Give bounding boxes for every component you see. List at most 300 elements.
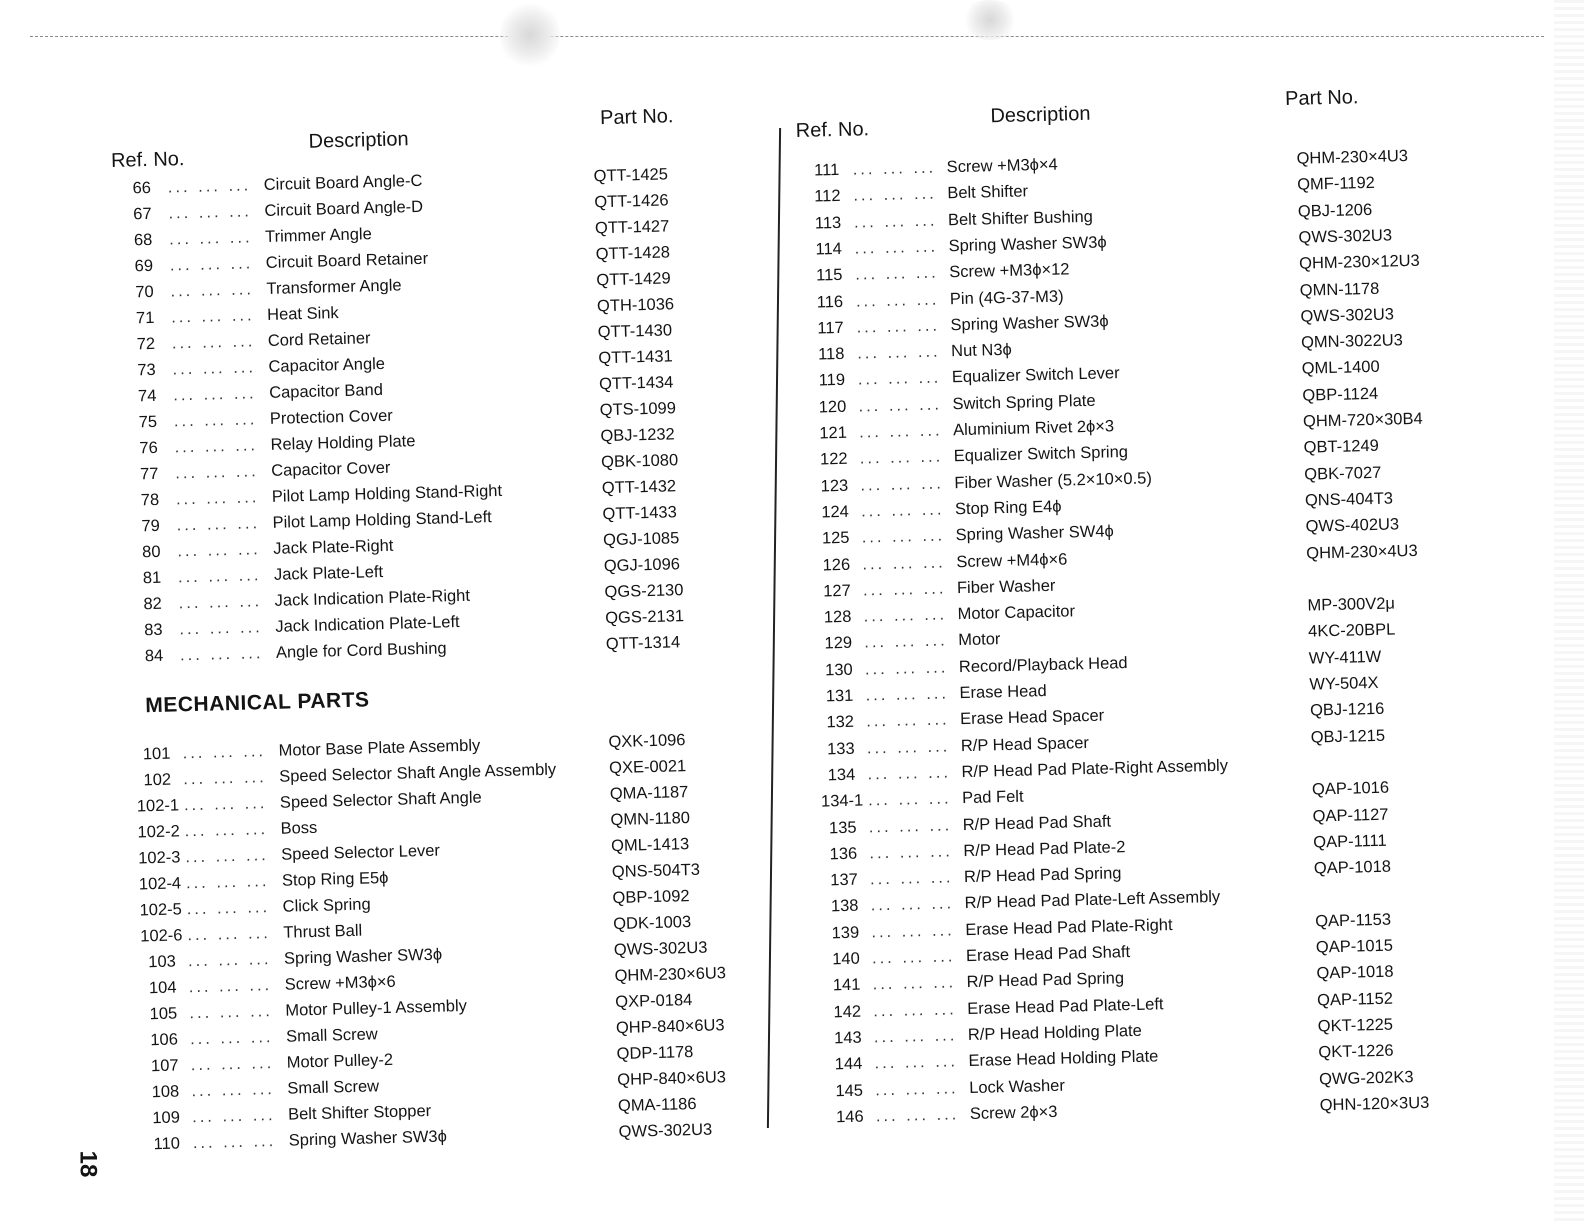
leader-dots: ... ... ... <box>176 514 261 535</box>
parts-row <box>814 888 1221 920</box>
part-description: Motor Base Plate Assembly <box>278 736 481 760</box>
part-number: QHM-720×30B4 <box>1302 409 1423 431</box>
parts-row <box>806 541 1418 578</box>
part-description: Belt Shifter Bushing <box>947 207 1094 229</box>
ref-number: 138 <box>830 897 859 916</box>
part-number: 4KC-20BPL <box>1307 620 1396 642</box>
part-description: Speed Selector Shaft Angle Assembly <box>279 760 557 786</box>
parts-row <box>812 805 1389 841</box>
part-description: Small Screw <box>285 1025 378 1046</box>
leader-dots: ... ... ... <box>190 1054 275 1075</box>
ref-number: 137 <box>830 870 859 890</box>
leader-dots: ... ... ... <box>859 447 944 468</box>
parts-row <box>814 857 1392 894</box>
leader-dots: ... ... ... <box>868 815 953 836</box>
leader-dots: ... ... ... <box>177 566 262 587</box>
leader-dots: ... ... ... <box>179 644 264 665</box>
leader-dots: ... ... ... <box>872 973 957 994</box>
leader-dots: ... ... ... <box>867 789 952 810</box>
part-number: QHM-230×4U3 <box>1296 147 1409 168</box>
ref-number: 120 <box>818 397 847 417</box>
leader-dots: ... ... ... <box>855 263 939 284</box>
leader-dots: ... ... ... <box>169 254 254 275</box>
part-number: QTT-1427 <box>594 217 670 238</box>
ref-number: 70 <box>135 282 154 302</box>
part-description: Pilot Lamp Holding Stand-Right <box>271 481 503 506</box>
part-description: Stop Ring E4ϕ <box>954 497 1062 519</box>
parts-row <box>805 489 1394 526</box>
part-description: Spring Washer SW3ϕ <box>283 945 443 968</box>
part-description: Spring Washer SW3ϕ <box>950 312 1109 335</box>
ref-number: 82 <box>143 594 163 614</box>
ref-number: 117 <box>817 318 844 338</box>
parts-row <box>813 831 1387 868</box>
part-number: QAP-1018 <box>1316 962 1394 983</box>
part-no-header: Part No. <box>599 105 674 130</box>
ref-number: 102 <box>143 770 172 790</box>
parts-row <box>819 1067 1414 1104</box>
part-number: QTT-1431 <box>598 347 673 368</box>
part-description: Protection Cover <box>269 406 393 428</box>
part-description: Small Screw <box>287 1077 380 1098</box>
leader-dots: ... ... ... <box>865 684 950 705</box>
ref-number: 125 <box>821 528 850 548</box>
part-description: Record/Playback Head <box>958 653 1128 676</box>
part-description: Circuit Board Angle-D <box>264 197 424 220</box>
part-number: QBJ-1206 <box>1297 200 1373 221</box>
ref-number: 66 <box>132 178 152 198</box>
part-description: Capacitor Cover <box>271 458 391 480</box>
parts-row <box>818 1041 1394 1078</box>
part-number: QGJ-1085 <box>602 529 680 550</box>
part-number: QWG-202K3 <box>1318 1067 1414 1088</box>
part-description: Aluminium Rivet 2ϕ×3 <box>952 417 1115 440</box>
part-number: QAP-1152 <box>1316 989 1394 1010</box>
ref-number: 103 <box>148 952 177 972</box>
parts-row <box>131 913 692 950</box>
part-description: Thrust Ball <box>283 921 363 942</box>
part-description: Jack Plate-Left <box>273 563 384 584</box>
part-description: Motor <box>958 630 1001 650</box>
part-number: WY-411W <box>1308 647 1382 668</box>
part-number: WY-504X <box>1309 673 1379 694</box>
ref-no-header: Ref. No. <box>795 118 870 142</box>
ref-number: 146 <box>835 1107 864 1127</box>
ref-number: 84 <box>144 646 164 666</box>
ref-number: 122 <box>819 450 848 469</box>
ref-number: 111 <box>813 160 840 180</box>
description-header: Description <box>308 128 409 153</box>
part-number: QGJ-1096 <box>603 555 681 576</box>
parts-row <box>133 991 693 1028</box>
ref-number: 102-2 <box>137 822 180 842</box>
top-dashed-rule <box>30 36 1544 37</box>
part-description: Speed Selector Lever <box>281 841 441 864</box>
part-description: Relay Holding Plate <box>270 432 416 454</box>
part-number: QAP-1127 <box>1312 805 1389 826</box>
part-number: QHP-840×6U3 <box>615 1016 725 1038</box>
part-number: QAP-1015 <box>1315 936 1394 957</box>
ref-number: 136 <box>829 844 858 864</box>
ref-number: 141 <box>832 975 861 995</box>
part-number: QML-1400 <box>1301 358 1380 379</box>
ref-number: 102-3 <box>137 848 181 868</box>
ref-number: 108 <box>151 1082 180 1102</box>
part-number: QXP-0184 <box>615 991 693 1012</box>
ref-number: 135 <box>828 818 857 837</box>
leader-dots: ... ... ... <box>853 211 938 232</box>
part-number: QNS-404T3 <box>1304 489 1394 510</box>
ref-number: 132 <box>826 713 855 732</box>
parts-row <box>800 279 1380 315</box>
leader-dots: ... ... ... <box>861 526 946 547</box>
leader-dots: ... ... ... <box>179 618 264 639</box>
parts-row <box>809 673 1379 710</box>
leader-dots: ... ... ... <box>867 763 952 784</box>
parts-row <box>129 835 690 872</box>
part-description: Nut N3ϕ <box>950 340 1012 361</box>
part-number: MP-300V2μ <box>1307 594 1396 615</box>
parts-row <box>811 756 1229 789</box>
ref-number: 134-1 <box>820 791 864 811</box>
ref-number: 102-6 <box>140 926 183 946</box>
parts-row <box>134 1043 694 1080</box>
ref-number: 101 <box>142 744 171 764</box>
part-number: QGS-2130 <box>604 581 684 602</box>
leader-dots: ... ... ... <box>168 228 253 249</box>
right-column <box>795 83 1520 1130</box>
part-number: QBJ-1215 <box>1310 726 1386 747</box>
ref-number: 68 <box>133 230 153 250</box>
part-number: QMN-1178 <box>1299 279 1380 300</box>
parts-row <box>797 174 1376 210</box>
part-number: QMA-1186 <box>617 1094 697 1116</box>
part-description: Screw +M3ϕ×6 <box>284 972 396 994</box>
ref-number: 128 <box>823 607 852 627</box>
part-description: Belt Shifter Stopper <box>287 1101 432 1124</box>
parts-row <box>807 576 1056 605</box>
leader-dots: ... ... ... <box>871 947 956 968</box>
ref-number: 71 <box>135 308 155 328</box>
part-description: Jack Indication Plate-Right <box>274 586 471 610</box>
part-description: Spring Washer SW4ϕ <box>955 522 1114 545</box>
part-number: QAP-1111 <box>1313 831 1387 852</box>
left-column <box>110 103 777 1169</box>
part-description: Erase Head Spacer <box>959 706 1105 729</box>
ref-number: 144 <box>834 1054 863 1074</box>
ref-number: 110 <box>153 1134 181 1154</box>
part-description: Erase Head Holding Plate <box>968 1047 1159 1071</box>
ref-number: 74 <box>137 386 157 406</box>
part-number: QBJ-1216 <box>1309 700 1385 720</box>
part-description: Switch Spring Plate <box>952 391 1096 413</box>
leader-dots: ... ... ... <box>855 290 940 311</box>
leader-dots: ... ... ... <box>182 742 267 763</box>
part-number: QBJ-1232 <box>600 425 675 446</box>
leader-dots: ... ... ... <box>862 579 947 600</box>
ref-number: 69 <box>134 256 154 276</box>
ref-number: 140 <box>832 949 860 969</box>
parts-row <box>114 269 671 306</box>
ref-number: 119 <box>818 371 846 390</box>
leader-dots: ... ... ... <box>875 1105 960 1126</box>
part-description: Erase Head Pad Shaft <box>965 943 1131 966</box>
leader-dots: ... ... ... <box>860 474 945 495</box>
ref-number: 118 <box>817 344 845 364</box>
leader-dots: ... ... ... <box>172 384 257 405</box>
parts-row <box>808 620 1396 657</box>
leader-dots: ... ... ... <box>183 768 267 789</box>
part-number: QWS-302U3 <box>1300 305 1395 326</box>
parts-row <box>136 1094 697 1132</box>
ref-number: 76 <box>139 438 159 458</box>
part-number: QXK-1096 <box>608 731 686 752</box>
part-description: R/P Head Pad Spring <box>966 969 1125 992</box>
part-number: QTT-1425 <box>593 165 669 186</box>
ref-number: 107 <box>150 1056 179 1076</box>
ref-number: 139 <box>831 923 860 943</box>
part-description: Jack Plate-Right <box>273 536 394 558</box>
leader-dots: ... ... ... <box>186 898 271 919</box>
leader-dots: ... ... ... <box>856 316 941 337</box>
leader-dots: ... ... ... <box>869 868 954 889</box>
ref-number: 143 <box>833 1028 862 1048</box>
leader-dots: ... ... ... <box>866 736 951 758</box>
leader-dots: ... ... ... <box>167 176 252 197</box>
parts-row <box>803 437 1380 473</box>
leader-dots: ... ... ... <box>175 462 259 483</box>
part-description: R/P Head Pad Plate-2 <box>963 837 1126 860</box>
part-description: Boss <box>280 818 318 838</box>
part-number: QMA-1187 <box>609 783 689 804</box>
leader-dots: ... ... ... <box>170 280 255 301</box>
part-description: R/P Head Holding Plate <box>967 1021 1143 1044</box>
part-number: QBP-1124 <box>1302 384 1379 405</box>
ref-number: 102-4 <box>138 874 182 894</box>
ref-number: 77 <box>139 464 159 484</box>
part-description: Circuit Board Retainer <box>265 249 429 272</box>
part-number: QMF-1192 <box>1297 174 1376 195</box>
part-description: Jack Indication Plate-Left <box>275 613 460 636</box>
part-description: Equalizer Switch Spring <box>953 443 1129 466</box>
part-description: R/P Head Pad Plate-Left Assembly <box>964 888 1221 913</box>
part-number: QWS-402U3 <box>1305 515 1400 536</box>
part-number: QDP-1178 <box>616 1043 694 1064</box>
part-description: Lock Washer <box>968 1076 1066 1097</box>
part-description: Transformer Angle <box>266 276 402 298</box>
ref-number: 131 <box>825 686 854 706</box>
part-description: Click Spring <box>282 895 371 916</box>
leader-dots: ... ... ... <box>191 1080 276 1101</box>
ref-number: 67 <box>133 204 152 224</box>
part-description: R/P Head Pad Shaft <box>962 811 1112 834</box>
part-description: Motor Pulley-1 Assembly <box>285 996 468 1020</box>
scan-smudge <box>960 0 1020 40</box>
part-number: QAP-1016 <box>1311 778 1390 799</box>
leader-dots: ... ... ... <box>185 872 270 893</box>
parts-row <box>802 384 1379 421</box>
parts-row <box>796 147 1409 184</box>
parts-row <box>810 700 1385 736</box>
leader-dots: ... ... ... <box>171 332 256 353</box>
ref-number: 80 <box>141 542 161 562</box>
part-number: QTT-1430 <box>597 321 673 342</box>
parts-row <box>812 778 1390 815</box>
part-description: R/P Head Spacer <box>960 733 1090 755</box>
ref-number: 130 <box>824 660 853 680</box>
ref-number: 127 <box>823 581 851 601</box>
leader-dots: ... ... ... <box>858 421 943 442</box>
parts-row <box>118 425 675 462</box>
parts-row <box>801 331 1404 368</box>
part-number: QBK-1080 <box>600 451 679 472</box>
leader-dots: ... ... ... <box>185 846 269 867</box>
leader-dots: ... ... ... <box>864 631 948 652</box>
part-description: Spring Washer SW3ϕ <box>288 1127 448 1150</box>
ref-number: 104 <box>148 978 177 998</box>
parts-row <box>815 910 1392 946</box>
part-description: Fiber Washer <box>956 576 1056 597</box>
part-description: Belt Shifter <box>947 182 1029 203</box>
ref-number: 75 <box>138 412 158 432</box>
part-number: QKT-1226 <box>1318 1041 1394 1062</box>
part-number: QHN-120×3U3 <box>1319 1093 1430 1115</box>
leader-dots: ... ... ... <box>187 924 272 945</box>
ref-number: 121 <box>819 423 848 443</box>
ref-number: 81 <box>142 568 162 588</box>
part-number: QHM-230×4U3 <box>1306 541 1418 563</box>
part-number: QTT-1429 <box>596 269 671 290</box>
parts-row <box>124 633 681 670</box>
part-description: R/P Head Pad Plate-Right Assembly <box>961 756 1229 782</box>
part-number: QAP-1018 <box>1313 857 1392 878</box>
ref-number: 109 <box>152 1108 181 1128</box>
part-description: Heat Sink <box>266 304 339 324</box>
parts-row <box>798 226 1393 263</box>
part-number: QMN-3022U3 <box>1300 331 1404 352</box>
parts-row <box>816 962 1394 999</box>
leader-dots: ... ... ... <box>192 1132 277 1153</box>
part-description: Erase Head <box>959 682 1047 703</box>
leader-dots: ... ... ... <box>852 158 937 179</box>
part-number: QTT-1433 <box>602 503 677 524</box>
part-number: QTT-1434 <box>598 373 674 394</box>
leader-dots: ... ... ... <box>184 820 269 841</box>
part-number: QBK-7027 <box>1304 463 1382 484</box>
part-number: QTT-1428 <box>595 243 671 264</box>
part-number: QWS-302U3 <box>618 1120 713 1142</box>
part-description: Erase Head Pad Plate-Left <box>967 994 1164 1018</box>
leader-dots: ... ... ... <box>178 592 263 613</box>
ref-number: 79 <box>141 516 161 536</box>
ref-number: 73 <box>137 360 156 380</box>
part-description: Screw +M4ϕ×6 <box>956 549 1068 571</box>
part-description: Pin (4G-37-M3) <box>949 286 1064 308</box>
leader-dots: ... ... ... <box>874 1052 959 1073</box>
part-description: Motor Capacitor <box>957 602 1076 624</box>
leader-dots: ... ... ... <box>177 540 261 561</box>
part-number: QML-1413 <box>610 835 690 856</box>
leader-dots: ... ... ... <box>172 358 257 379</box>
ref-number: 78 <box>140 490 160 510</box>
leader-dots: ... ... ... <box>187 950 272 971</box>
leader-dots: ... ... ... <box>189 1002 274 1023</box>
part-description: Capacitor Angle <box>268 354 386 376</box>
part-description: Erase Head Pad Plate-Right <box>965 915 1173 939</box>
part-number: QWS-302U3 <box>613 938 708 960</box>
ref-number: 113 <box>814 213 842 233</box>
part-number: QXE-0021 <box>608 757 687 778</box>
parts-row <box>804 463 1382 499</box>
part-description: Pad Felt <box>961 787 1024 808</box>
part-description: Cord Retainer <box>267 329 371 350</box>
scan-edge <box>1554 0 1584 1224</box>
leader-dots: ... ... ... <box>170 306 255 327</box>
parts-row <box>805 515 1400 552</box>
ref-number: 124 <box>821 502 850 522</box>
parts-row <box>811 726 1386 762</box>
leader-dots: ... ... ... <box>857 368 942 389</box>
ref-number: 123 <box>820 476 849 496</box>
part-number: QTT-1426 <box>594 191 669 212</box>
leader-dots: ... ... ... <box>869 842 954 863</box>
part-description: Fiber Washer (5.2×10×0.5) <box>954 468 1153 492</box>
description-header: Description <box>990 102 1091 128</box>
parts-row <box>798 200 1373 237</box>
leader-dots: ... ... ... <box>858 395 943 416</box>
leader-dots: ... ... ... <box>864 658 949 679</box>
parts-row <box>820 1093 1430 1130</box>
ref-number: 126 <box>822 555 851 574</box>
part-description: Capacitor Band <box>268 380 384 402</box>
page-number: 18 <box>74 1150 102 1178</box>
part-number: QBT-1249 <box>1303 437 1380 457</box>
part-number: QTH-1036 <box>596 295 675 316</box>
ref-number: 72 <box>136 334 156 354</box>
leader-dots: ... ... ... <box>856 342 941 363</box>
part-description: Equalizer Switch Lever <box>951 364 1120 387</box>
parts-row <box>132 938 708 976</box>
leader-dots: ... ... ... <box>871 921 955 942</box>
leader-dots: ... ... ... <box>870 894 955 915</box>
leader-dots: ... ... ... <box>862 552 946 573</box>
leader-dots: ... ... ... <box>865 710 950 731</box>
parts-row <box>799 251 1420 289</box>
leader-dots: ... ... ... <box>191 1106 276 1127</box>
parts-row <box>800 305 1395 342</box>
leader-dots: ... ... ... <box>188 976 273 997</box>
leader-dots: ... ... ... <box>860 500 945 521</box>
section-heading-mechanical: MECHANICAL PARTS <box>145 688 370 718</box>
part-description: Speed Selector Shaft Angle <box>279 788 482 812</box>
ref-number: 105 <box>149 1004 178 1024</box>
part-number: QHP-840×6U3 <box>617 1068 727 1090</box>
part-description: Stop Ring E5ϕ <box>281 868 389 890</box>
part-description: Screw +M3ϕ×4 <box>946 155 1058 177</box>
leader-dots: ... ... ... <box>168 202 253 223</box>
leader-dots: ... ... ... <box>189 1028 274 1049</box>
part-number: QHM-230×6U3 <box>614 964 727 986</box>
leader-dots: ... ... ... <box>183 794 268 815</box>
part-description: Screw 2ϕ×3 <box>969 1102 1058 1123</box>
leader-dots: ... ... ... <box>873 999 957 1020</box>
part-number: QHM-230×12U3 <box>1298 251 1420 273</box>
part-description: Circuit Board Angle-C <box>263 171 423 194</box>
ref-number: 115 <box>815 266 843 285</box>
part-number: QGS-2131 <box>604 607 685 628</box>
scan-smudge <box>500 0 560 70</box>
ref-number: 134 <box>827 765 856 785</box>
